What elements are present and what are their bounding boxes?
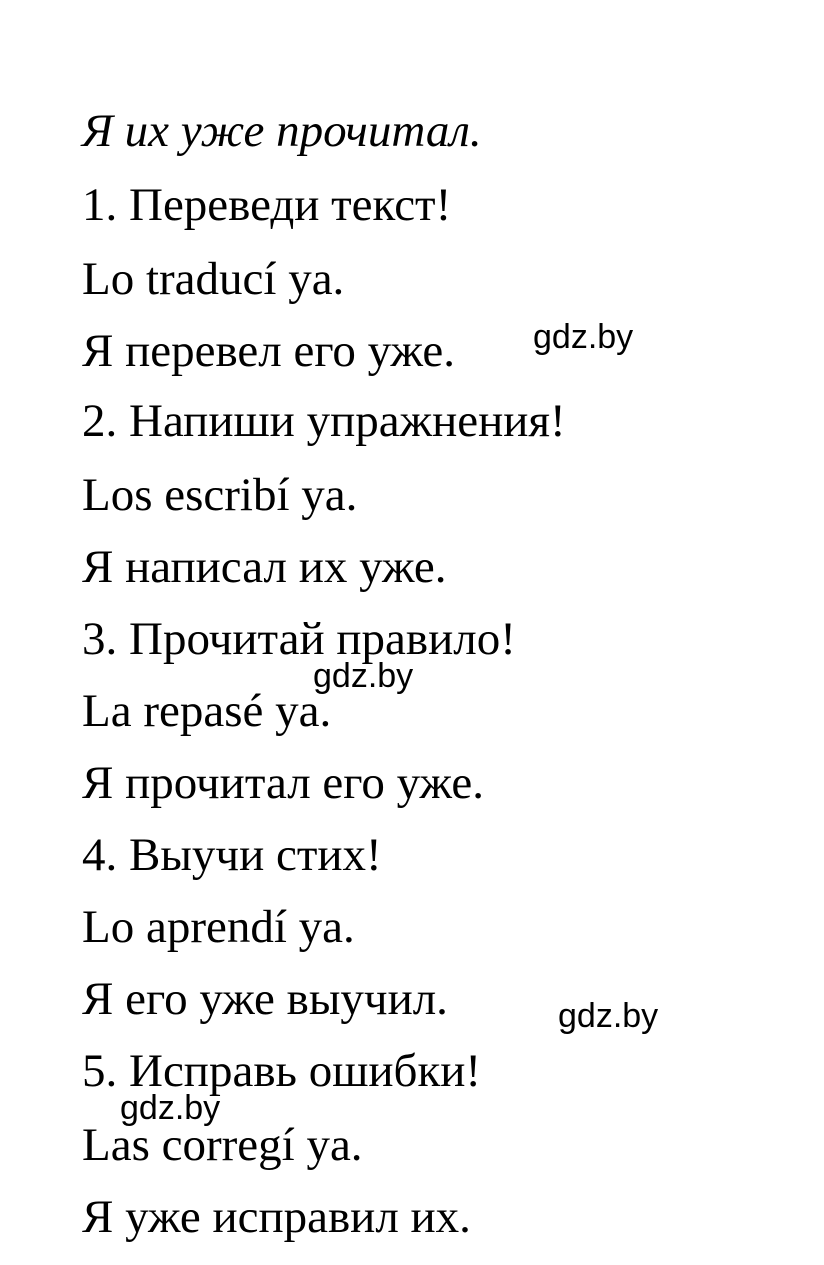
- task-2-russian-translation: Я написал их уже.: [82, 541, 447, 593]
- task-2-prompt: 2. Напиши упражнения!: [82, 395, 566, 447]
- task-3-prompt: 3. Прочитай правило!: [82, 613, 516, 665]
- watermark: gdz.by: [313, 657, 414, 695]
- task-2-spanish-answer: Los escribí ya.: [82, 469, 358, 521]
- task-4-russian-translation: Я его уже выучил.: [82, 973, 448, 1025]
- watermark: gdz.by: [558, 997, 659, 1035]
- task-3-russian-translation: Я прочитал его уже.: [82, 757, 484, 809]
- task-1-russian-translation: Я перевел его уже.: [82, 325, 456, 377]
- task-4-prompt: 4. Выучи стих!: [82, 829, 382, 881]
- exercise-title: Я их уже прочитал.: [82, 105, 482, 157]
- task-5-russian-translation: Я уже исправил их.: [82, 1191, 471, 1243]
- task-5-prompt: 5. Исправь ошибки!: [82, 1045, 482, 1097]
- watermark: gdz.by: [533, 318, 634, 356]
- task-4-spanish-answer: Lo aprendí ya.: [82, 901, 355, 953]
- task-1-prompt: 1. Переведи текст!: [82, 179, 452, 231]
- task-1-spanish-answer: Lo traducí ya.: [82, 253, 345, 305]
- watermark: gdz.by: [120, 1089, 221, 1127]
- task-5-spanish-answer: Las corregí ya.: [82, 1119, 363, 1171]
- task-3-spanish-answer: La repasé ya.: [82, 685, 332, 737]
